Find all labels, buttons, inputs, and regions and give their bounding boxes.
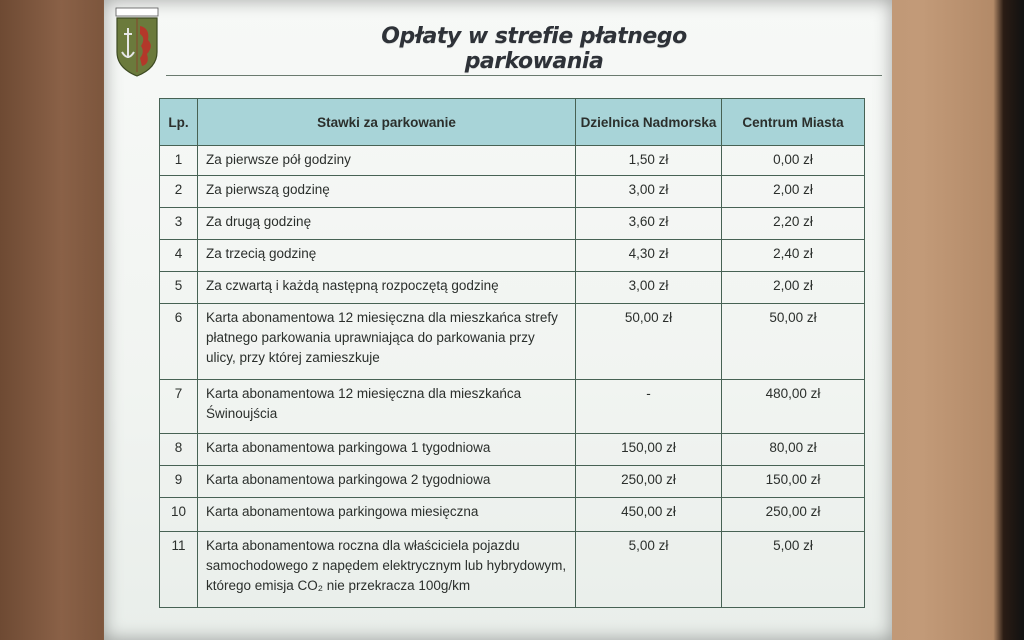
table-row xyxy=(160,272,865,304)
row-fee-seaside: 4,30 zł xyxy=(576,240,722,272)
row-fee-seaside: 3,60 zł xyxy=(576,208,722,240)
table-row xyxy=(160,466,865,498)
row-fee-center: 2,20 zł xyxy=(722,208,865,240)
row-fee-center: 80,00 zł xyxy=(722,434,865,466)
parking-fees-table xyxy=(159,98,865,608)
row-number: 9 xyxy=(160,466,198,498)
row-description: Karta abonamentowa 12 miesięczna dla mieszkańca strefy płatnego parkowania uprawniająca do parkowania przy ulicy, przy której zamieszkuje xyxy=(198,304,576,380)
row-fee-seaside: 250,00 zł xyxy=(576,466,722,498)
row-fee-center: 2,00 zł xyxy=(722,272,865,304)
row-number: 8 xyxy=(160,434,198,466)
row-description: Karta abonamentowa roczna dla właściciela pojazdu samochodowego z napędem elektrycznym lub hybrydowym, którego emisja CO₂ nie przekracza 100g/km xyxy=(198,532,576,608)
row-description: Za pierwszą godzinę xyxy=(198,176,576,208)
row-number: 11 xyxy=(160,532,198,608)
row-fee-center: 5,00 zł xyxy=(722,532,865,608)
row-fee-seaside: 450,00 zł xyxy=(576,498,722,532)
projection-screen xyxy=(104,0,892,640)
header-rates: Stawki za parkowanie xyxy=(198,99,576,146)
header-zone-center: Centrum Miasta xyxy=(722,99,865,146)
row-number: 6 xyxy=(160,304,198,380)
row-fee-center: 0,00 zł xyxy=(722,146,865,176)
table-row xyxy=(160,532,865,608)
table-row xyxy=(160,434,865,466)
table-header-row xyxy=(160,99,865,146)
row-number: 7 xyxy=(160,380,198,434)
table-row xyxy=(160,240,865,272)
table-row xyxy=(160,304,865,380)
row-number: 4 xyxy=(160,240,198,272)
row-number: 10 xyxy=(160,498,198,532)
row-number: 2 xyxy=(160,176,198,208)
row-fee-center: 250,00 zł xyxy=(722,498,865,532)
row-description: Za pierwsze pół godziny xyxy=(198,146,576,176)
page-title: Opłaty w strefie płatnego parkowania xyxy=(381,24,687,74)
row-description: Za trzecią godzinę xyxy=(198,240,576,272)
row-description: Za czwartą i każdą następną rozpoczętą godzinę xyxy=(198,272,576,304)
row-description: Karta abonamentowa parkingowa miesięczna xyxy=(198,498,576,532)
row-description: Karta abonamentowa parkingowa 1 tygodniowa xyxy=(198,434,576,466)
row-fee-seaside: 50,00 zł xyxy=(576,304,722,380)
row-number: 1 xyxy=(160,146,198,176)
table-row xyxy=(160,176,865,208)
row-fee-seaside: 1,50 zł xyxy=(576,146,722,176)
title-divider xyxy=(166,75,882,76)
row-fee-seaside: 5,00 zł xyxy=(576,532,722,608)
row-fee-seaside: 3,00 zł xyxy=(576,176,722,208)
row-description: Karta abonamentowa 12 miesięczna dla mieszkańca Świnoujścia xyxy=(198,380,576,434)
row-number: 5 xyxy=(160,272,198,304)
city-crest-icon xyxy=(114,6,160,80)
row-description: Za drugą godzinę xyxy=(198,208,576,240)
header-lp: Lp. xyxy=(160,99,198,146)
table-row xyxy=(160,208,865,240)
row-fee-center: 150,00 zł xyxy=(722,466,865,498)
row-fee-seaside: 3,00 zł xyxy=(576,272,722,304)
row-fee-center: 2,00 zł xyxy=(722,176,865,208)
table-row xyxy=(160,380,865,434)
row-fee-seaside: - xyxy=(576,380,722,434)
row-fee-center: 50,00 zł xyxy=(722,304,865,380)
row-fee-seaside: 150,00 zł xyxy=(576,434,722,466)
row-description: Karta abonamentowa parkingowa 2 tygodniowa xyxy=(198,466,576,498)
table-row xyxy=(160,498,865,532)
table-row xyxy=(160,146,865,176)
row-fee-center: 2,40 zł xyxy=(722,240,865,272)
row-number: 3 xyxy=(160,208,198,240)
header-zone-seaside: Dzielnica Nadmorska xyxy=(576,99,722,146)
row-fee-center: 480,00 zł xyxy=(722,380,865,434)
